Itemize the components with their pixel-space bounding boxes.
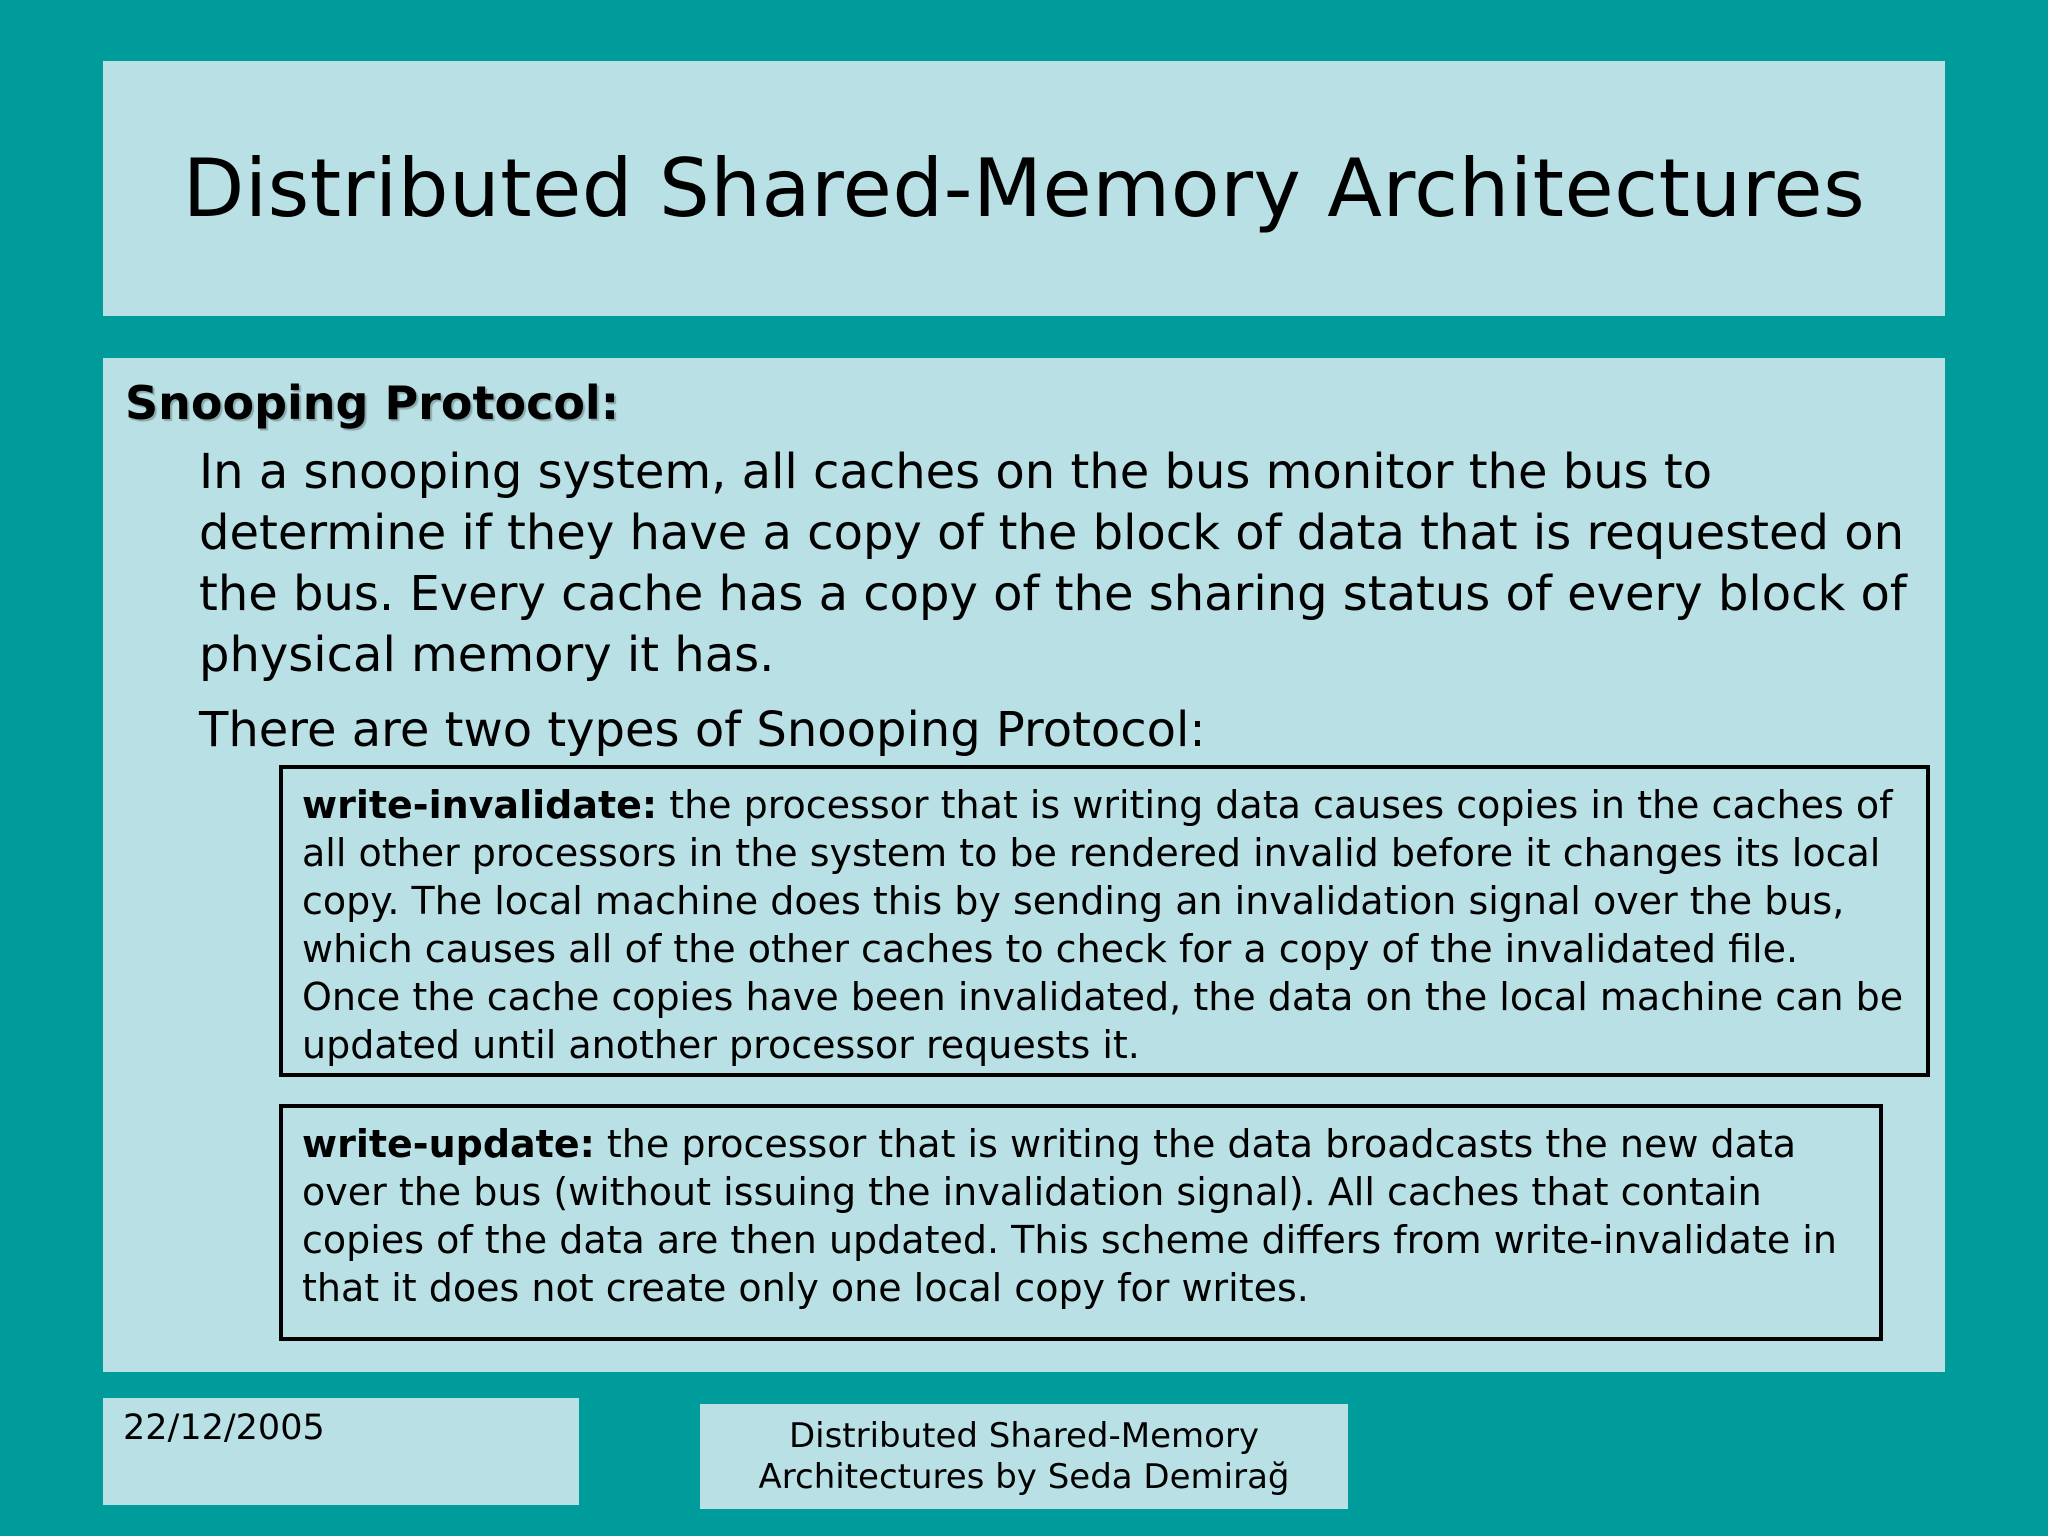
footer-title-line-1: Distributed Shared-Memory (788, 1415, 1260, 1456)
types-intro: There are two types of Snooping Protocol: (199, 702, 1206, 758)
write-invalidate-text (302, 781, 1908, 1069)
write-update-term: write-update: (302, 1122, 595, 1166)
content-panel (103, 358, 1945, 1372)
write-update-text (302, 1120, 1861, 1312)
slide-title: Distributed Shared-Memory Architectures (182, 142, 1866, 235)
write-update-description: the processor that is writing the data broadcasts the new data over the bus (without issuing the invalidation signal). All caches that contain copies of the data are then updated. This scheme differs from write-invalidate in that it does not create only one local copy for writes. (302, 1122, 1837, 1310)
write-invalidate-description: the processor that is writing data causes copies in the caches of all other processors in the system to be rendered invalid before it changes its local copy. The local machine does this by sending an invalidation signal over the bus, which causes all of the other caches to check for a copy of the invalidated file. Once the cache copies have been invalidated, the data on the local machine can be updated until another processor requests it. (302, 783, 1904, 1067)
section-heading: Snooping Protocol: (125, 376, 620, 430)
write-update-box (279, 1104, 1883, 1341)
footer-title-line-2: Architectures by Seda Demirağ (758, 1456, 1290, 1497)
footer-title-panel (700, 1404, 1348, 1509)
footer-date: 22/12/2005 (123, 1408, 325, 1448)
intro-paragraph: In a snooping system, all caches on the bus monitor the bus to determine if they have a copy of the block of data that is requested on the bus. Every cache has a copy of the sharing status of every block of physical memory it has. (199, 444, 1907, 683)
date-panel (103, 1398, 579, 1505)
write-invalidate-term: write-invalidate: (302, 783, 658, 827)
title-panel (103, 61, 1945, 316)
write-invalidate-box (279, 765, 1930, 1077)
footer-title (759, 1416, 1290, 1498)
